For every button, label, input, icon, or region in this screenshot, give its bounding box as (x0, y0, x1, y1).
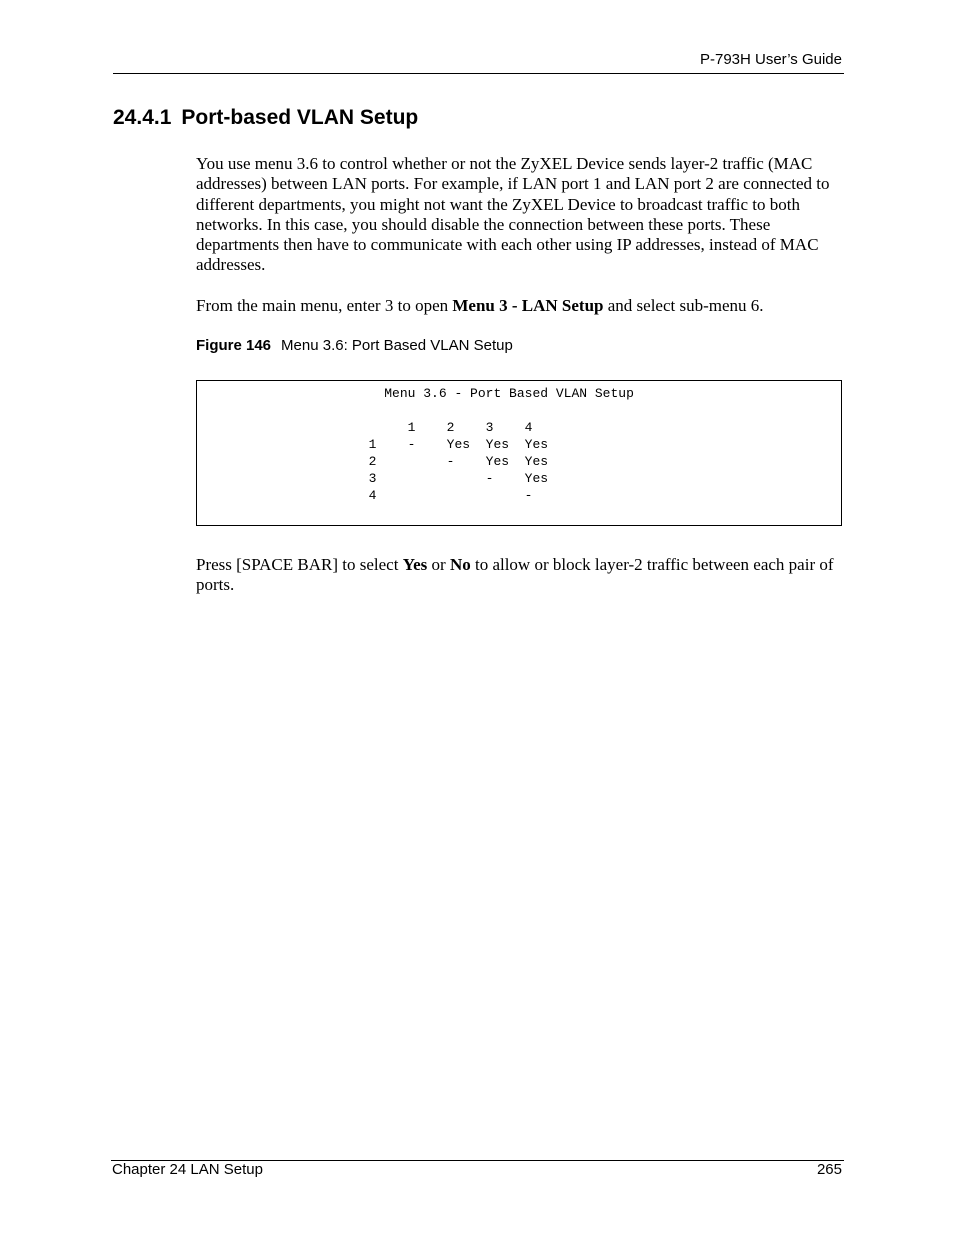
screen-title-line: Menu 3.6 - Port Based VLAN Setup (197, 386, 634, 401)
screen-row-1: 1 - Yes Yes Yes (197, 437, 549, 452)
screen-row-4: 4 - (197, 488, 533, 503)
no-option: No (449, 555, 471, 574)
screen-column-header-line: 1 2 3 4 (197, 420, 533, 435)
space-bar-text-2: or (427, 555, 450, 574)
running-header: P-793H User’s Guide (699, 51, 842, 68)
header-rule (113, 73, 844, 74)
space-bar-paragraph (196, 555, 844, 596)
intro-paragraph: You use menu 3.6 to control whether or not the ZyXEL Device sends layer-2 traffic (MAC addresses) between LAN ports. For example, if LAN port 1 and LAN port 2 are connected to different departments, you might not want the ZyXEL Device to broadcast traffic to both networks. In this case, you should disable the connection between these ports. These departments then have to communicate with each other using IP addresses, instead of MAC addresses. (196, 154, 830, 275)
instruction-paragraph (196, 296, 844, 316)
instruction-text-end: and select sub-menu 6. (603, 296, 764, 315)
footer-chapter: Chapter 24 LAN Setup (112, 1161, 263, 1178)
instruction-text-start: From the main menu, enter 3 to open (196, 296, 453, 315)
section-title: Port-based VLAN Setup (181, 106, 419, 129)
terminal-screen (196, 380, 842, 526)
section-number: 24.4.1 (113, 106, 172, 129)
space-bar-text-3: to allow or block layer-2 traffic between each pair of ports. (196, 555, 834, 595)
section-heading (113, 106, 418, 130)
screen-row-2: 2 - Yes Yes (197, 454, 549, 469)
figure-caption (196, 337, 513, 354)
space-bar-text-1: Press [SPACE BAR] to select (196, 555, 403, 574)
menu-name: Menu 3 - LAN Setup (452, 296, 604, 315)
screen-row-3: 3 - Yes (197, 471, 549, 486)
yes-option: Yes (402, 555, 428, 574)
footer-page-number: 265 (816, 1161, 842, 1178)
figure-label: Figure 146 (196, 337, 272, 354)
figure-title: Menu 3.6: Port Based VLAN Setup (281, 337, 513, 354)
